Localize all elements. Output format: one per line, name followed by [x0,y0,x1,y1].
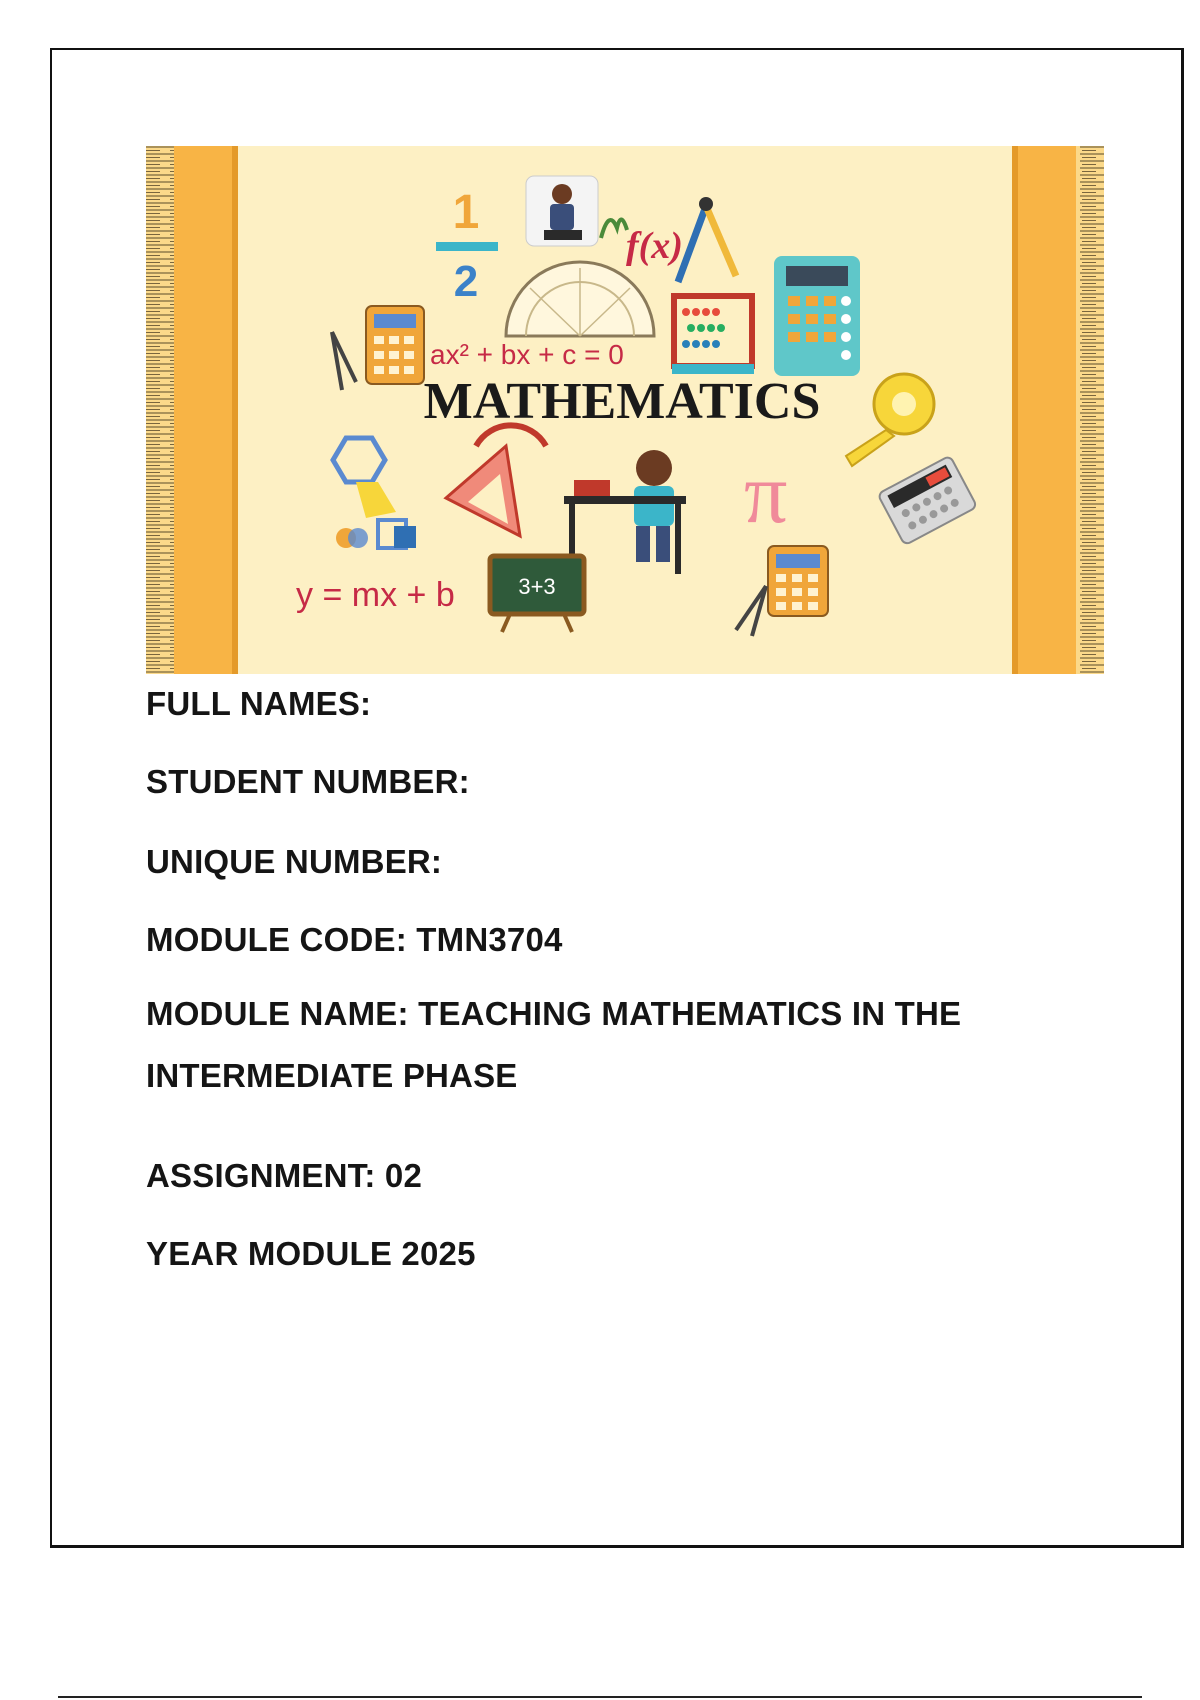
calculator-icon [768,546,828,616]
svg-text:1: 1 [452,186,480,239]
pi-symbol: π [744,445,788,541]
full-names-field [146,685,371,723]
assignment-field [146,1157,422,1195]
linear-formula: y = mx + b [296,576,455,614]
field-value: TMN3704 [416,921,563,958]
quadratic-formula: ax² + bx + c = 0 [430,339,624,370]
field-value: 02 [384,1157,423,1194]
svg-text:2: 2 [453,257,479,306]
field-label: STUDENT NUMBER: [146,763,470,800]
field-label: FULL NAMES: [146,685,372,722]
field-label: MODULE NAME: [146,995,409,1032]
field-label: YEAR MODULE 2025 [146,1235,476,1272]
field-label: MODULE CODE: [146,921,407,958]
ruler-icon [146,146,238,674]
calculator-icon [366,306,424,384]
calculator-icon [774,256,860,376]
banner-title: MATHEMATICS [423,373,821,430]
mathematics-banner-image [146,146,1104,674]
module-name-field [146,983,1106,1107]
student-number-field [146,763,470,801]
field-label: ASSIGNMENT: [146,1157,376,1194]
unique-number-field [146,843,442,881]
field-label: UNIQUE NUMBER: [146,843,443,880]
function-label: f(x) [626,225,683,267]
ruler-icon [1012,146,1104,674]
bottom-rule [58,1696,1142,1698]
field-value: TEACHING MATHEMATICS IN THE INTERMEDIATE PHASE [146,995,962,1094]
module-code-field [146,921,563,959]
year-module-field [146,1235,476,1273]
svg-text:3+3: 3+3 [518,574,556,599]
